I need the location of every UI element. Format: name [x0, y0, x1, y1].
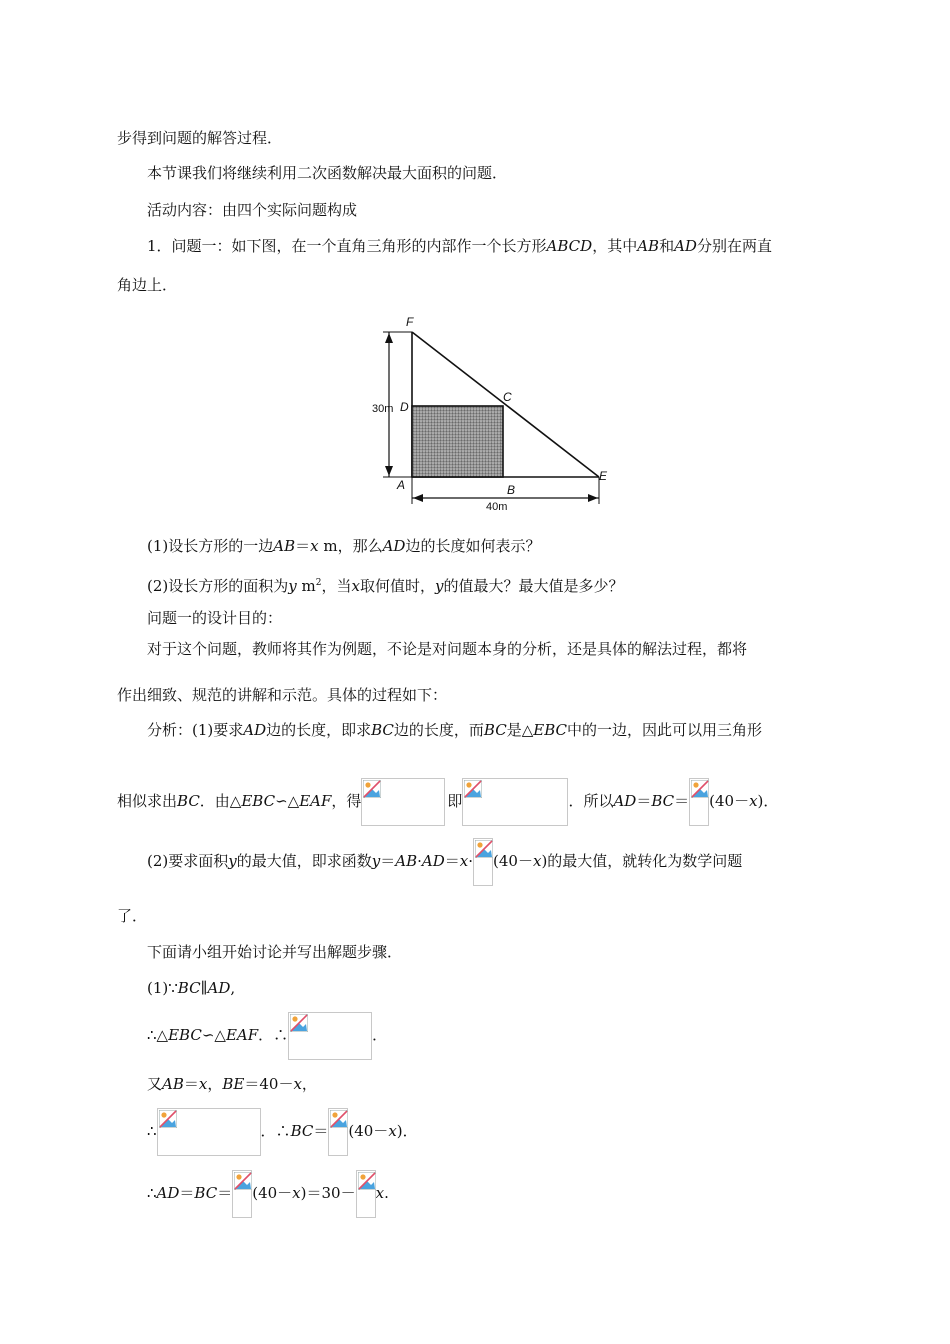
analysis-line-1 [147, 720, 762, 740]
text: ．∴ [258, 1026, 289, 1044]
text: 边的长度，而 [393, 721, 484, 739]
superscript: 2 [315, 578, 322, 588]
text: ＝ [636, 792, 652, 810]
purpose-title [147, 608, 282, 628]
segment: AB [162, 1075, 184, 1093]
text: 下面请小组开始讨论并写出解题步骤． [147, 943, 403, 961]
triangle-name: EBC [168, 1026, 202, 1044]
fraction-image-placeholder [356, 1170, 376, 1218]
text: , [230, 979, 236, 997]
text: 分析：(1)要求 [147, 721, 244, 739]
text: 相似求出 [117, 792, 178, 810]
text: 即 [447, 792, 463, 810]
text: (2)要求面积 [147, 852, 229, 870]
text: 中的一边，因此可以用三角形 [566, 721, 762, 739]
triangle-name: EAF [225, 1026, 259, 1044]
fraction-image-placeholder [232, 1170, 252, 1218]
text: 1．问题一：如下图，在一个直角三角形的内部作一个长方形 [147, 237, 547, 255]
segment: AD [382, 537, 406, 555]
segment: BC [371, 721, 394, 739]
fraction-image-placeholder [328, 1108, 348, 1156]
text: )的最大值，就转化为数学问题 [541, 852, 743, 870]
analysis-line-2 [117, 776, 778, 826]
triangle-name: EBC [241, 792, 276, 810]
segment: BC [483, 721, 507, 739]
variable: x [532, 852, 542, 870]
variable: y [288, 577, 297, 595]
text: (2)设长方形的面积为 [147, 577, 289, 595]
text: ∴ [147, 1122, 157, 1140]
text: 对于这个问题，教师将其作为例题，不论是对问题本身的分析，还是具体的解法过程，都将 [147, 640, 748, 658]
text: 和 [659, 237, 675, 255]
broken-image-icon [330, 1110, 348, 1128]
text: 的值最大？最大值是多少？ [443, 577, 624, 595]
label-f: F [406, 315, 414, 329]
text: 了． [117, 907, 148, 925]
arrow-down-icon [385, 466, 393, 476]
activity-content [147, 200, 357, 220]
question-2 [147, 573, 623, 596]
text: ． [372, 1026, 388, 1044]
broken-image-icon [159, 1110, 177, 1128]
question-1 [147, 536, 540, 556]
text: m [296, 577, 316, 595]
step-2 [147, 1010, 387, 1060]
dim-width-label: 40m [486, 501, 508, 513]
similar-symbol: ∽ [275, 792, 288, 810]
variable: x [375, 1184, 385, 1202]
segment: AB [395, 852, 418, 870]
text: (1)∵ [147, 979, 178, 997]
rectangle-abcd [412, 406, 503, 477]
broken-image-icon [358, 1172, 376, 1190]
dim-height-label: 30m [372, 403, 394, 415]
broken-image-icon [290, 1014, 308, 1032]
formula-image-placeholder [157, 1108, 261, 1156]
text: (40－ [252, 1184, 293, 1202]
text: ＝ [179, 1184, 195, 1202]
text: 又 [147, 1075, 163, 1093]
broken-image-icon [691, 780, 709, 798]
text: ＝ [380, 852, 396, 870]
text: △ [214, 1026, 226, 1044]
text: 活动内容：由四个实际问题构成 [147, 201, 358, 219]
segment: AB [273, 537, 296, 555]
step-5 [147, 1168, 389, 1218]
text: ∴△ [147, 1026, 169, 1044]
discussion-prompt [147, 942, 402, 962]
segment: AD [156, 1184, 180, 1202]
text: 问题一的设计目的： [147, 609, 283, 627]
label-b: B [507, 483, 516, 497]
label-e: E [599, 469, 608, 483]
text: ，得 [331, 792, 362, 810]
text: ＝40－ [244, 1075, 294, 1093]
text: ，当 [321, 577, 352, 595]
variable: x [459, 852, 469, 870]
text: ， [301, 1075, 317, 1093]
segment: BC [194, 1184, 218, 1202]
text: ， [207, 1075, 223, 1093]
similar-symbol: ∽ [201, 1026, 215, 1044]
segment: BC [177, 979, 201, 997]
text: ，其中 [592, 237, 638, 255]
text: 取何值时， [359, 577, 435, 595]
segment: BC [177, 792, 200, 810]
text: ＝ [313, 1122, 329, 1140]
analysis-line-3 [147, 836, 742, 886]
step-1 [147, 978, 235, 998]
text: ．∴ [260, 1122, 291, 1140]
arrow-up-icon [385, 333, 393, 343]
segment: AD [674, 237, 697, 255]
step-3 [147, 1074, 317, 1094]
triangle-rectangle-figure [369, 312, 614, 515]
label-c: C [503, 390, 512, 404]
text: ∴ [147, 1184, 157, 1202]
step-4 [147, 1106, 418, 1156]
text: )． [757, 792, 779, 810]
text: 本节课我们将继续利用二次函数解决最大面积的问题． [147, 164, 508, 182]
segment: BC [651, 792, 675, 810]
segment: BE [222, 1075, 245, 1093]
formula-image-placeholder [288, 1012, 372, 1060]
problem-one-statement [147, 236, 772, 256]
parallel-symbol: ∥ [200, 979, 208, 997]
text: 作出细致、规范的讲解和示范。具体的过程如下： [117, 686, 448, 704]
fraction-image-placeholder [689, 778, 709, 826]
text: ＝ [217, 1184, 233, 1202]
text: (40－ [348, 1122, 389, 1140]
text: 角边上． [117, 276, 178, 294]
text: ＝ [295, 537, 311, 555]
problem-one-statement-cont [117, 275, 177, 295]
text: △ [287, 792, 300, 810]
variable: x [198, 1075, 208, 1093]
text: ＝ [183, 1075, 199, 1093]
purpose-line-2 [117, 685, 447, 705]
text: (40－ [709, 792, 750, 810]
variable: x [292, 1184, 301, 1202]
arrow-left-icon [413, 494, 423, 502]
text: 边的长度，即求 [266, 721, 372, 739]
segment: BC [290, 1122, 314, 1140]
text: (1)设长方形的一边 [147, 537, 274, 555]
text: 是△ [506, 721, 534, 739]
paragraph-intro [147, 163, 507, 183]
formula-image-placeholder [462, 778, 568, 826]
text: · [468, 852, 474, 870]
text: ＝ [444, 852, 460, 870]
text: · [417, 852, 422, 870]
segment: AD [243, 721, 267, 739]
variable: x [351, 577, 360, 595]
rect-name: ABCD [546, 237, 593, 255]
formula-image-placeholder [361, 778, 445, 826]
text: 边的长度如何表示？ [405, 537, 541, 555]
text: m，那么 [318, 537, 383, 555]
label-a: A [397, 478, 406, 492]
variable: x [388, 1122, 397, 1140]
broken-image-icon [234, 1172, 252, 1190]
segment: AD [207, 979, 231, 997]
segment: AD [421, 852, 445, 870]
variable: x [293, 1075, 302, 1093]
label-d: D [400, 400, 409, 414]
fraction-image-placeholder [473, 838, 493, 886]
analysis-line-4 [117, 906, 147, 926]
variable: y [371, 852, 381, 870]
text: 步得到问题的解答过程． [117, 129, 283, 147]
text: 的最大值，即求函数 [236, 852, 372, 870]
text: )． [396, 1122, 418, 1140]
purpose-line-1 [147, 639, 747, 659]
variable: x [749, 792, 758, 810]
triangle-name: EBC [533, 721, 567, 739]
triangle-name: EAF [299, 792, 332, 810]
variable: x [310, 537, 319, 555]
text: ．所以 [568, 792, 614, 810]
segment: AB [637, 237, 660, 255]
segment: AD [613, 792, 637, 810]
broken-image-icon [363, 780, 381, 798]
text: . [384, 1184, 389, 1202]
text: ＝ [674, 792, 690, 810]
variable: y [434, 577, 444, 595]
broken-image-icon [475, 840, 493, 858]
text: ．由△ [199, 792, 242, 810]
arrow-right-icon [588, 494, 598, 502]
text: )＝30－ [300, 1184, 356, 1202]
text: (40－ [493, 852, 533, 870]
text: 分别在两直 [696, 237, 772, 255]
broken-image-icon [464, 780, 482, 798]
variable: y [228, 852, 237, 870]
paragraph-continuation [117, 128, 282, 148]
